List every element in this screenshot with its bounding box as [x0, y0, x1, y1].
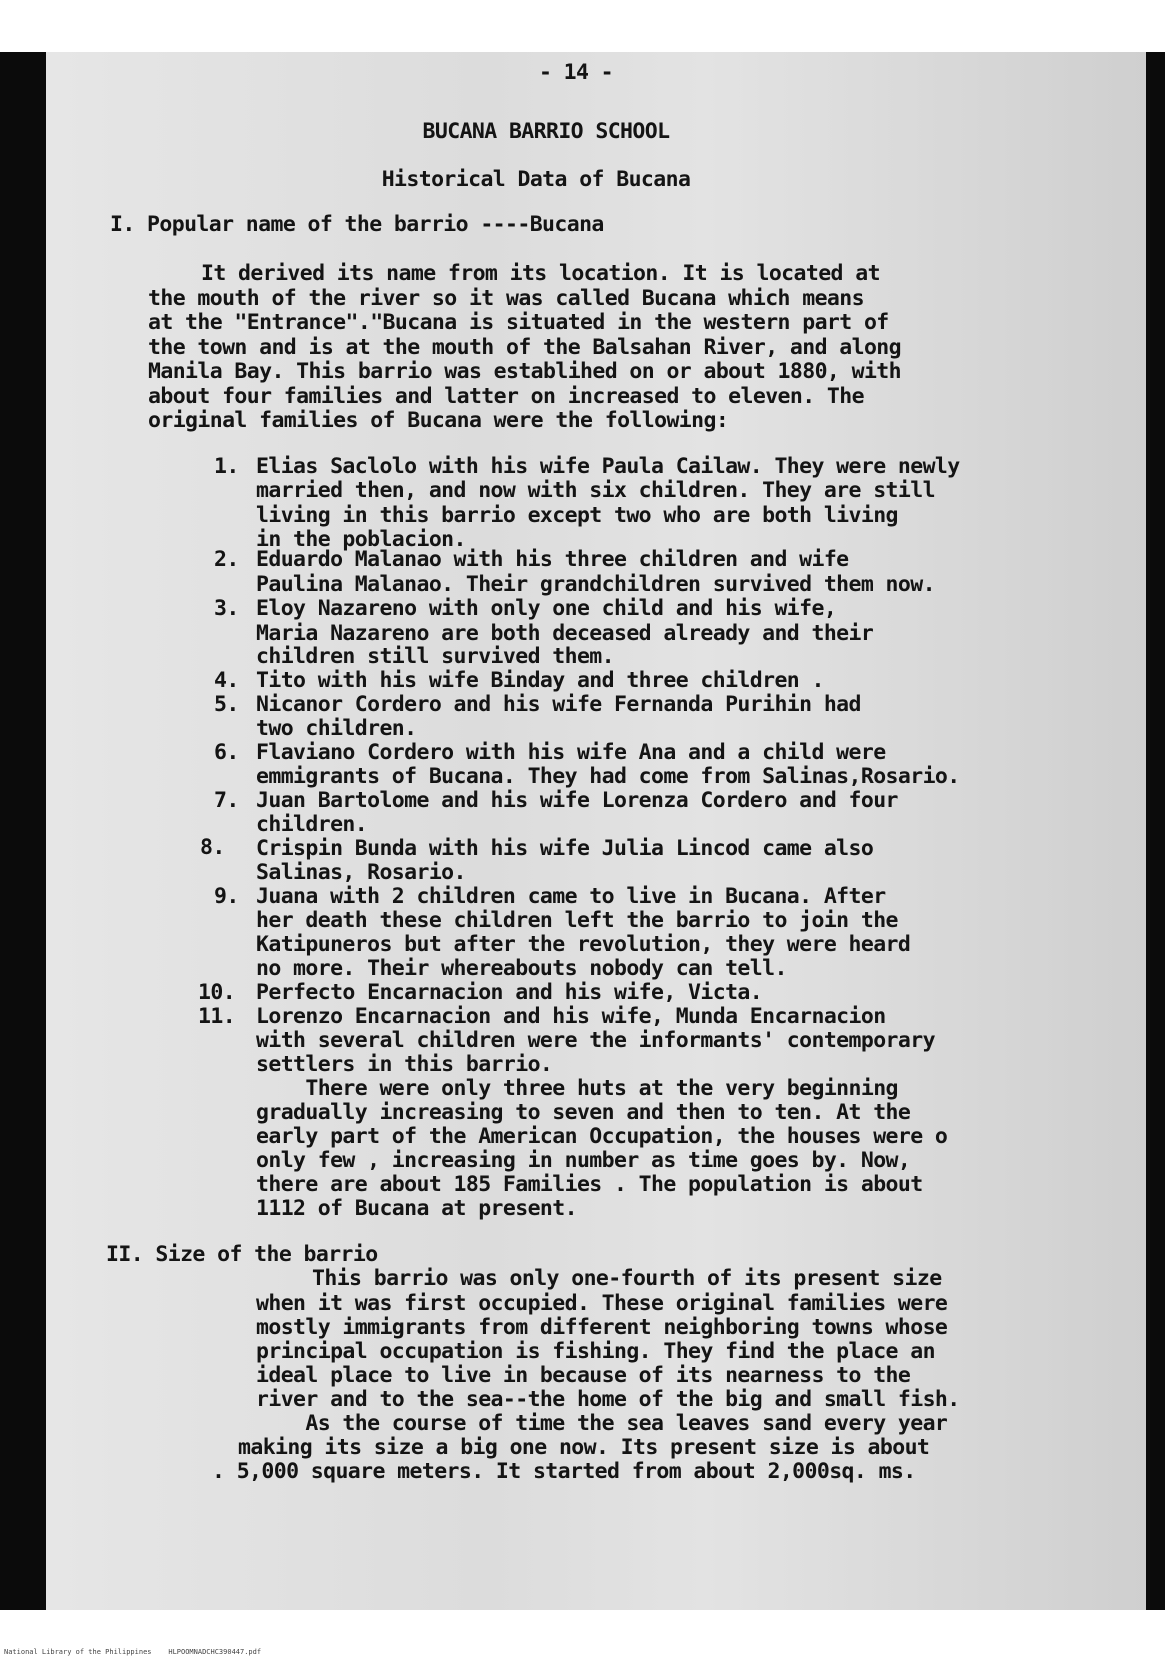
paragraph-line: making its size a big one now. Its present size is about	[238, 1435, 930, 1460]
paragraph-line: gradually increasing to seven and then to ten. At the	[256, 1100, 911, 1125]
paragraph-line: when it was first occupied. These original families were	[256, 1291, 948, 1316]
list-item-number: 6.	[214, 740, 239, 765]
list-item-line: in the poblacion.	[256, 527, 466, 552]
paragraph-line: the mouth of the river so it was called Bucana which means	[148, 286, 864, 311]
scan-right-border	[1146, 52, 1165, 1610]
list-item-line: Eloy Nazareno with only one child and his wife,	[256, 596, 837, 621]
paragraph-line: As the course of time the sea leaves sand every year	[256, 1411, 948, 1436]
list-item-line: children still survived them.	[256, 644, 614, 669]
paragraph-line: 1112 of Bucana at present.	[256, 1196, 577, 1221]
document-subtitle: Historical Data of Bucana	[381, 167, 691, 192]
list-item-line: Salinas, Rosario.	[256, 860, 466, 885]
list-item-line: no more. Their whereabouts nobody can tell.	[256, 956, 787, 981]
list-item-line: Crispin Bunda with his wife Julia Lincod came also	[256, 836, 874, 861]
paragraph-line: at the "Entrance"."Bucana is situated in the western part of	[148, 310, 889, 335]
paragraph-line: It derived its name from its location. It is located at	[201, 261, 880, 286]
list-item-number: 4.	[214, 668, 239, 693]
list-item-line: Lorenzo Encarnacion and his wife, Munda Encarnacion	[256, 1004, 886, 1029]
footer-attribution: National Library of the Philippines HLPOOMNADCHC390447.pdf	[4, 1648, 262, 1656]
paragraph-line: river and to the sea--the home of the big and small fish.	[256, 1387, 960, 1412]
list-item-number: 11.	[198, 1004, 236, 1029]
list-item-number: 8.	[200, 835, 225, 860]
list-item-number: 1.	[214, 454, 239, 479]
list-item-line: Eduardo Malanao with his three children and wife	[256, 547, 849, 572]
list-item-line: Maria Nazareno are both deceased already and their	[256, 621, 874, 646]
school-title: BUCANA BARRIO SCHOOL	[422, 119, 670, 144]
paragraph-line: about four families and latter on increased to eleven. The	[148, 384, 864, 409]
list-item-line: Juana with 2 children came to live in Bucana. After	[256, 884, 886, 909]
list-item-line: Juan Bartolome and his wife Lorenza Cordero and four	[256, 788, 898, 813]
list-item-line: Flaviano Cordero with his wife Ana and a child were	[256, 740, 886, 765]
paragraph-line: there are about 185 Families . The population is about	[256, 1172, 923, 1197]
paragraph-line: the town and is at the mouth of the Balsahan River, and along	[148, 335, 901, 360]
paragraph-line: original families of Bucana were the following:	[148, 408, 729, 433]
list-item-line: settlers in this barrio.	[256, 1052, 553, 1077]
scanned-page	[46, 52, 1146, 1610]
section-2-heading: II. Size of the barrio	[106, 1242, 378, 1267]
paragraph-line: . 5,000 square meters. It started from about 2,000sq. ms.	[212, 1459, 916, 1484]
paragraph-line: This barrio was only one-fourth of its present size	[312, 1266, 942, 1291]
list-item-line: children.	[256, 812, 368, 837]
list-item-line: Katipuneros but after the revolution, they were heard	[256, 932, 911, 957]
list-item-line: Perfecto Encarnacion and his wife, Victa.	[256, 980, 763, 1005]
paragraph-line: Manila Bay. This barrio was establihed on or about 1880, with	[148, 359, 901, 384]
list-item-line: emmigrants of Bucana. They had come from Salinas,Rosario.	[256, 764, 960, 789]
list-item-line: Nicanor Cordero and his wife Fernanda Purihin had	[256, 692, 861, 717]
paragraph-line: There were only three huts at the very beginning	[256, 1076, 898, 1101]
section-1-heading: I. Popular name of the barrio ----Bucana	[110, 212, 604, 237]
paragraph-line: only few , increasing in number as time goes by. Now,	[256, 1148, 911, 1173]
paragraph-line: mostly immigrants from different neighboring towns whose	[256, 1315, 948, 1340]
list-item-number: 10.	[198, 980, 236, 1005]
list-item-line: her death these children left the barrio to join the	[256, 908, 898, 933]
list-item-number: 7.	[214, 788, 239, 813]
list-item-number: 3.	[214, 596, 239, 621]
list-item-line: living in this barrio except two who are both living	[256, 503, 898, 528]
list-item-number: 9.	[214, 884, 239, 909]
paragraph-line: ideal place to live in because of its nearness to the	[256, 1363, 911, 1388]
paragraph-line: early part of the American Occupation, the houses were o	[256, 1124, 948, 1149]
top-margin	[0, 0, 1165, 52]
scan-left-border	[0, 52, 46, 1610]
list-item-line: Tito with his wife Binday and three children .	[256, 668, 824, 693]
list-item-line: Elias Saclolo with his wife Paula Cailaw. They were newly	[256, 454, 960, 479]
list-item-line: married then, and now with six children. They are still	[256, 478, 935, 503]
paragraph-line: principal occupation is fishing. They find the place an	[256, 1339, 935, 1364]
list-item-line: two children.	[256, 716, 417, 741]
page-number: - 14 -	[538, 60, 614, 85]
list-item-line: Paulina Malanao. Their grandchildren survived them now.	[256, 572, 935, 597]
list-item-number: 5.	[214, 692, 239, 717]
list-item-line: with several children were the informants' contemporary	[256, 1028, 935, 1053]
list-item-number: 2.	[214, 547, 239, 572]
